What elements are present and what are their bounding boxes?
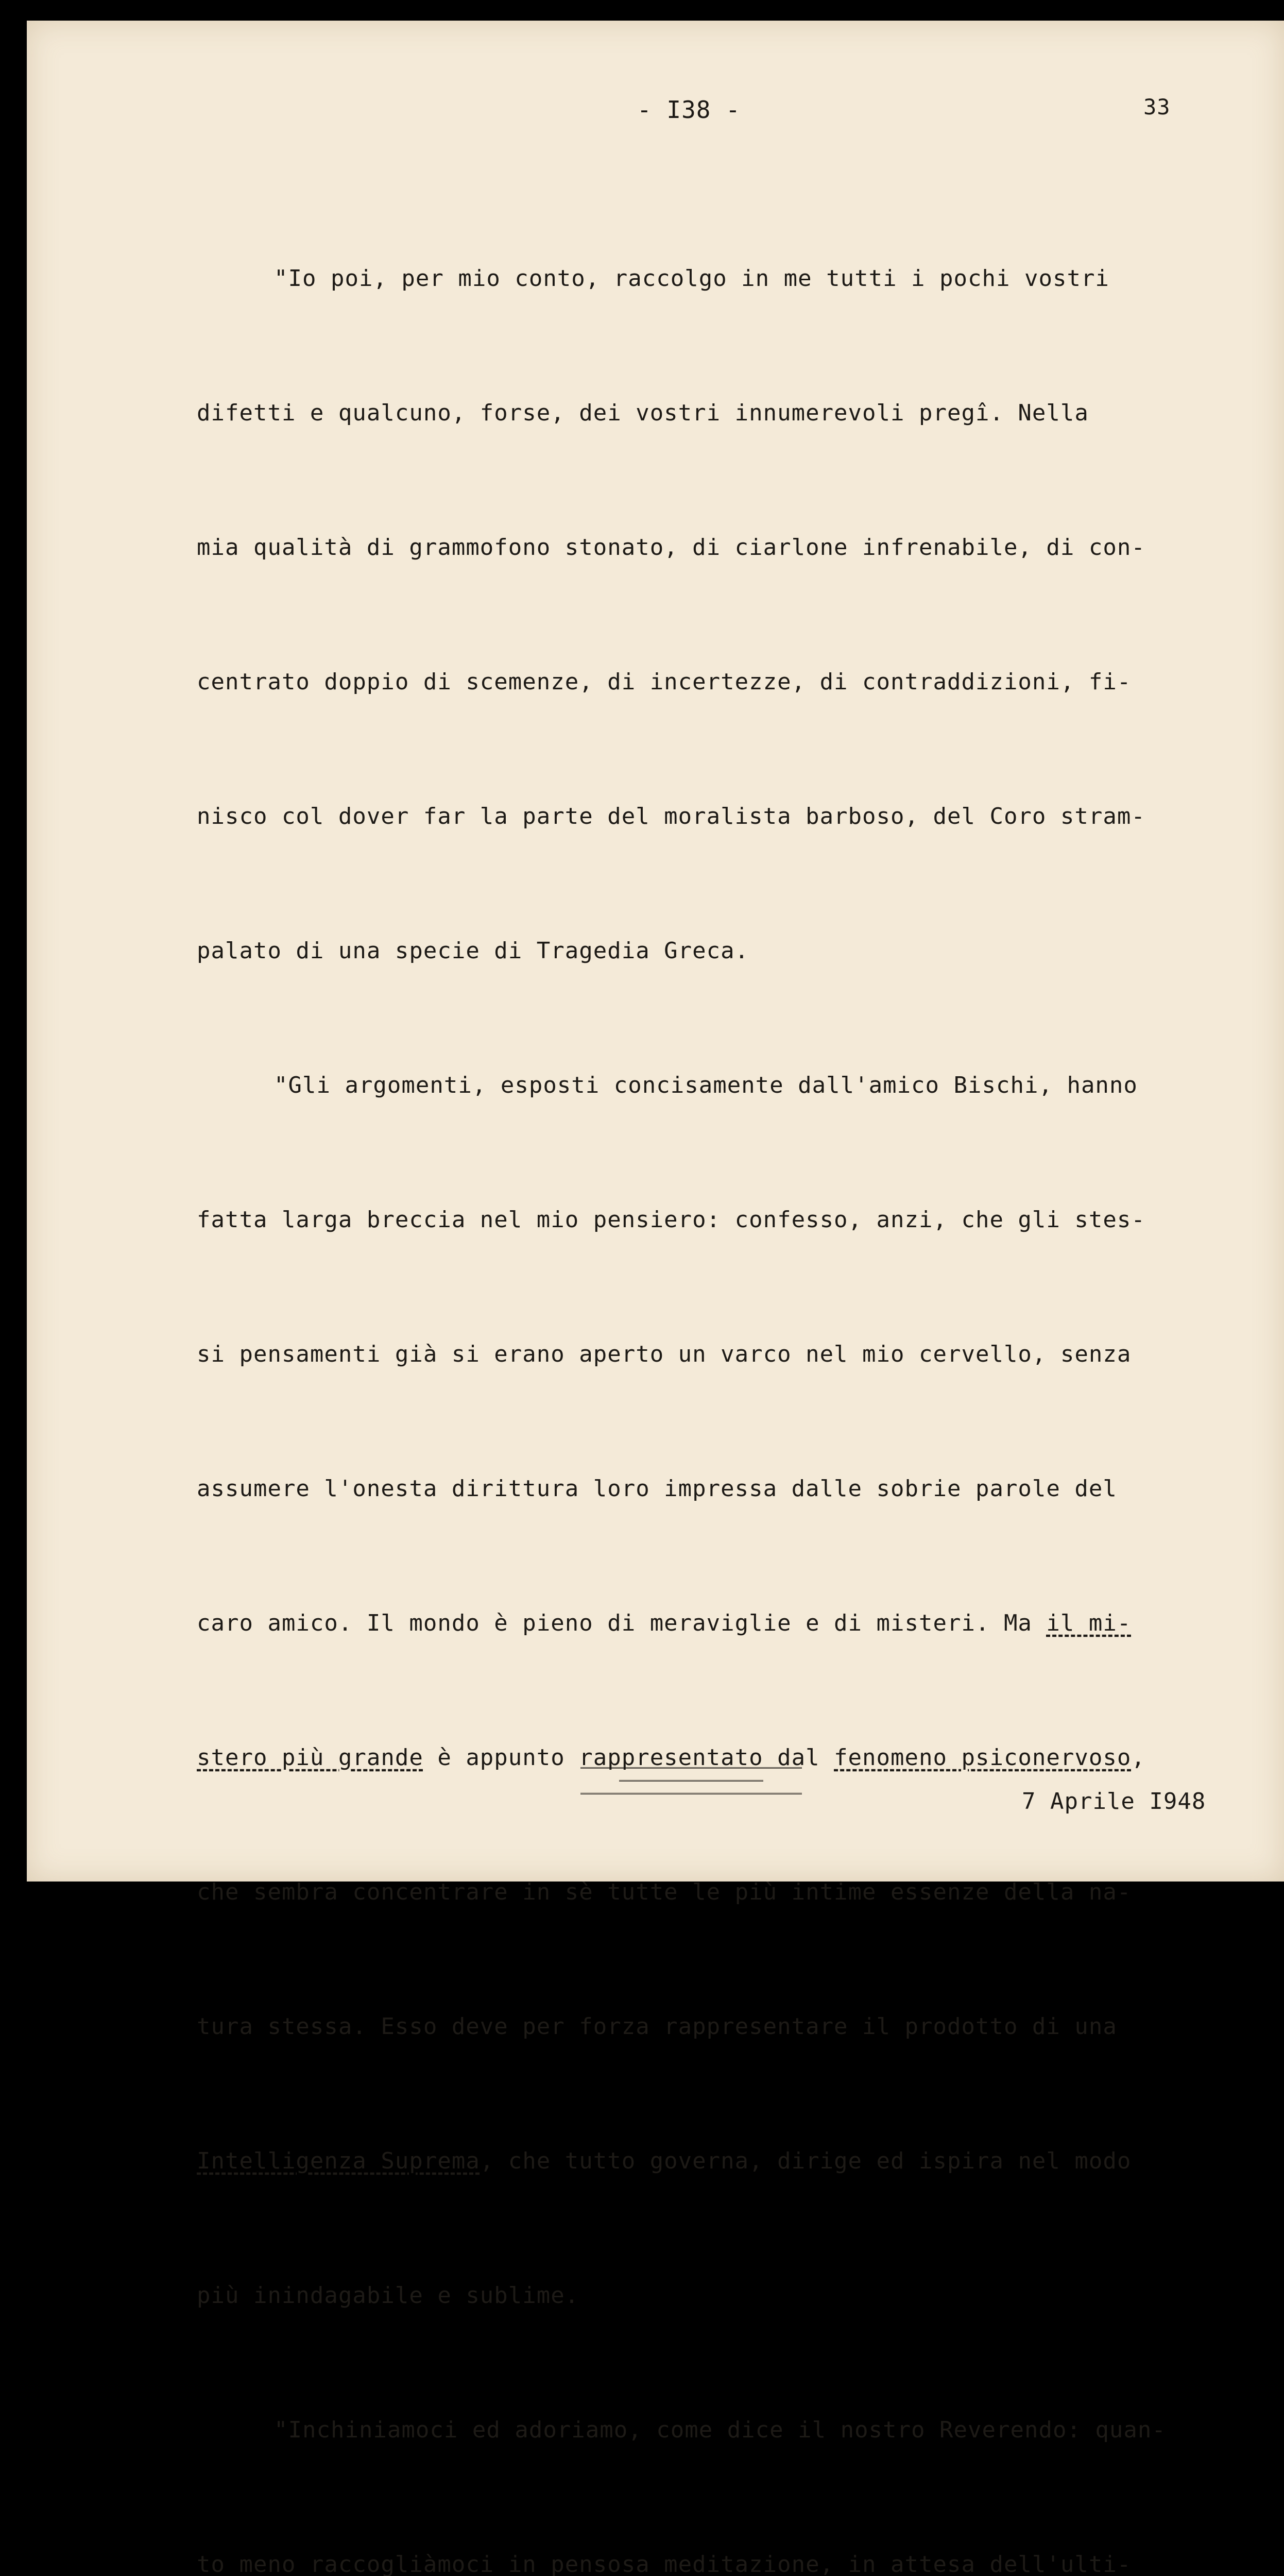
text-line: più inindagabile e sublime.	[197, 2282, 579, 2309]
text-line: to meno raccogliàmoci in pensosa meditazione, in attesa dell'ulti-	[197, 2551, 1132, 2576]
text-line: centrato doppio di scemenze, di incertezze, di contraddizioni, fi-	[197, 669, 1132, 695]
text-line: palato di una specie di Tragedia Greca.	[197, 938, 749, 964]
underlined-phrase: stero più grande	[197, 1744, 423, 1771]
underlined-phrase: fenomeno psiconervoso	[834, 1744, 1132, 1771]
closing-rule	[578, 1767, 804, 1799]
text-run: , che tutto governa, dirige ed ispira nel modo	[480, 2148, 1132, 2174]
text-run: è appunto rappresentato dal	[423, 1744, 834, 1771]
typewritten-page	[27, 21, 1284, 2576]
divider	[619, 1780, 763, 1786]
text-line: "Gli argomenti, esposti concisamente dall'amico Bischi, hanno	[274, 1072, 1138, 1098]
folio-number: 33	[1143, 94, 1171, 120]
divider	[580, 1767, 802, 1773]
page-header	[27, 88, 1284, 139]
text-run: caro amico. Il mondo è pieno di meraviglie e di misteri. Ma	[197, 1610, 1047, 1636]
text-line: fatta larga breccia nel mio pensiero: confesso, anzi, che gli stes-	[197, 1207, 1145, 1233]
text-line	[197, 1601, 1278, 1646]
text-line: mia qualità di grammofono stonato, di ciarlone infrenabile, di con-	[197, 534, 1145, 561]
underlined-phrase: Intelligenza Suprema	[197, 2148, 480, 2174]
text-line: assumere l'onesta dirittura loro impressa dalle sobrie parole del	[197, 1476, 1117, 1502]
divider	[580, 1793, 802, 1799]
text-run: ,	[1131, 1744, 1145, 1771]
text-line: nisco col dover far la parte del moralista barboso, del Coro stram-	[197, 803, 1145, 829]
text-line: si pensamenti già si erano aperto un varco nel mio cervello, senza	[197, 1341, 1132, 1367]
text-line: "Io poi, per mio conto, raccolgo in me tutti i pochi vostri	[274, 265, 1109, 292]
document-date: 7 Aprile I948	[1022, 1788, 1206, 1815]
underlined-phrase: il mi-	[1046, 1610, 1132, 1636]
body-text	[197, 166, 1278, 2576]
text-line: tura stessa. Esso deve per forza rappresentare il prodotto di una	[197, 2013, 1117, 2040]
text-line	[197, 2139, 1278, 2183]
page-number: - I38 -	[637, 96, 741, 124]
text-line: che sembra concentrare in sè tutte le più intime essenze della na-	[197, 1879, 1132, 1905]
text-line: difetti e qualcuno, forse, dei vostri innumerevoli pregî. Nella	[197, 400, 1089, 426]
text-line: "Inchiniamoci ed adoriamo, come dice il nostro Reverendo: quan-	[274, 2417, 1166, 2443]
